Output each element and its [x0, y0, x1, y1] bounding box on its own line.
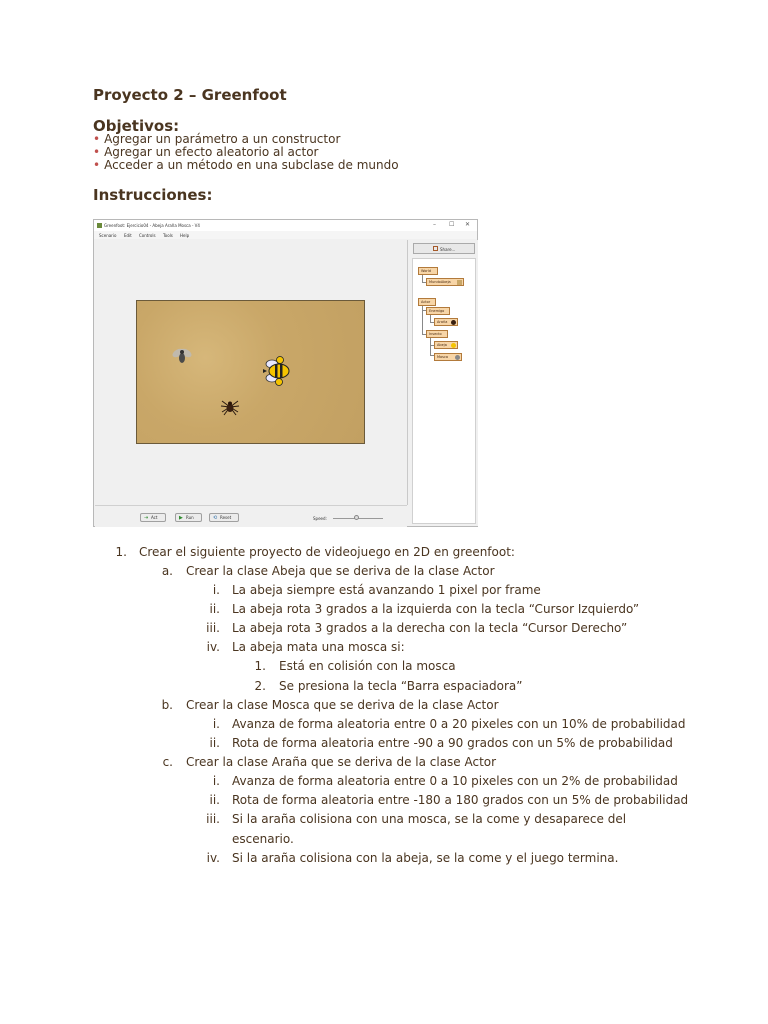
list-item: La abeja siempre está avanzando 1 pixel por frame	[232, 583, 541, 597]
share-icon	[433, 246, 438, 251]
list-marker: 2.	[254, 679, 266, 693]
class-abeja[interactable]: Abeja	[434, 341, 458, 349]
play-icon: ▶	[179, 515, 183, 521]
greenfoot-app-icon	[97, 223, 102, 228]
bee-icon	[263, 354, 293, 388]
menu-scenario: Scenario	[99, 233, 117, 238]
share-label: Share...	[440, 247, 456, 252]
minimize-icon: –	[433, 221, 436, 228]
list-item: La abeja rota 3 grados a la derecha con la tecla “Cursor Derecho”	[232, 621, 628, 635]
list-marker: b.	[161, 698, 173, 712]
list-item: Crear el siguiente proyecto de videojuego en 2D en greenfoot:	[139, 545, 515, 559]
objective-item: • Agregar un parámetro a un constructor	[93, 132, 341, 146]
world-sand	[136, 300, 365, 444]
list-marker: ii.	[209, 793, 220, 807]
menu-help: Help	[180, 233, 190, 238]
class-mosca[interactable]: Mosca	[434, 353, 462, 361]
reset-button[interactable]: ⟲ Reset	[209, 513, 239, 522]
class-diagram	[412, 258, 476, 524]
instructions-heading: Instrucciones:	[93, 186, 213, 204]
list-item: Se presiona la tecla “Barra espaciadora”	[279, 679, 523, 693]
act-button[interactable]: ⇥ Act	[140, 513, 166, 522]
list-marker: 1.	[115, 545, 127, 559]
list-item: Crear la clase Araña que se deriva de la clase Actor	[186, 755, 497, 769]
act-icon: ⇥	[144, 515, 149, 521]
run-button[interactable]: ▶ Run	[175, 513, 202, 522]
list-item: Avanza de forma aleatoria entre 0 a 20 pixeles con un 10% de probabilidad	[232, 717, 686, 731]
control-bar	[95, 505, 407, 527]
class-insecto[interactable]: Insecto	[426, 330, 448, 338]
objectives-heading: Objetivos:	[93, 117, 180, 135]
list-marker: 1.	[254, 659, 266, 673]
list-item: Crear la clase Mosca que se deriva de la clase Actor	[186, 698, 499, 712]
list-item: Rota de forma aleatoria entre -180 a 180 grados con un 5% de probabilidad	[232, 793, 689, 807]
menu-tools: Tools	[163, 233, 173, 238]
class-world[interactable]: World	[418, 267, 438, 275]
list-marker: iii.	[206, 812, 220, 826]
list-marker: i.	[212, 717, 220, 731]
maximize-icon: ☐	[449, 221, 455, 228]
share-button[interactable]	[413, 243, 475, 254]
list-item: Está en colisión con la mosca	[279, 659, 456, 673]
list-item: La abeja mata una mosca si:	[232, 640, 405, 654]
list-marker: ii.	[209, 602, 220, 616]
greenfoot-screenshot	[93, 219, 478, 527]
class-enemigo[interactable]: Enemigo	[426, 307, 450, 315]
class-sidebar	[410, 240, 478, 526]
spider-icon	[220, 398, 240, 416]
speed-slider-knob[interactable]	[354, 515, 359, 520]
list-marker: iv.	[206, 851, 220, 865]
list-item: La abeja rota 3 grados a la izquierda con la tecla “Cursor Izquierdo”	[232, 602, 640, 616]
fly-icon	[171, 347, 193, 365]
list-item: Crear la clase Abeja que se deriva de la clase Actor	[186, 564, 495, 578]
objectives-list	[93, 133, 399, 172]
document-title: Proyecto 2 – Greenfoot	[93, 86, 287, 104]
list-marker: iii.	[206, 621, 220, 635]
list-item: Avanza de forma aleatoria entre 0 a 10 pixeles con un 2% de probabilidad	[232, 774, 678, 788]
menu-controls: Controls	[139, 233, 156, 238]
world-area	[95, 240, 408, 505]
list-marker: i.	[212, 583, 220, 597]
reset-icon: ⟲	[213, 515, 218, 521]
list-marker: iv.	[206, 640, 220, 654]
menu-edit: Edit	[124, 233, 132, 238]
objective-item: • Acceder a un método en una subclase de mundo	[93, 158, 399, 172]
objective-item: • Agregar un efecto aleatorio al actor	[93, 145, 319, 159]
speed-label: Speed:	[313, 516, 327, 521]
class-mundo-abeja[interactable]: MundoAbeja	[426, 278, 464, 286]
list-item: Rota de forma aleatoria entre -90 a 90 grados con un 5% de probabilidad	[232, 736, 673, 750]
list-marker: c.	[162, 755, 173, 769]
list-marker: ii.	[209, 736, 220, 750]
list-marker: i.	[212, 774, 220, 788]
window-title: Greenfoot: Ejercicio04 - Abeja Araña Mosca - V4	[104, 223, 200, 228]
window-titlebar	[94, 220, 477, 231]
close-icon: ✕	[465, 221, 471, 228]
menu-bar	[94, 231, 477, 239]
class-actor[interactable]: Actor	[418, 298, 436, 306]
list-item: Si la araña colisiona con la abeja, se la come y el juego termina.	[232, 851, 619, 865]
list-item: Si la araña colisiona con una mosca, se la come y desaparece del	[232, 812, 627, 826]
list-marker: a.	[161, 564, 173, 578]
class-arana[interactable]: Araña	[434, 318, 458, 326]
list-item-continuation: escenario.	[232, 832, 294, 846]
